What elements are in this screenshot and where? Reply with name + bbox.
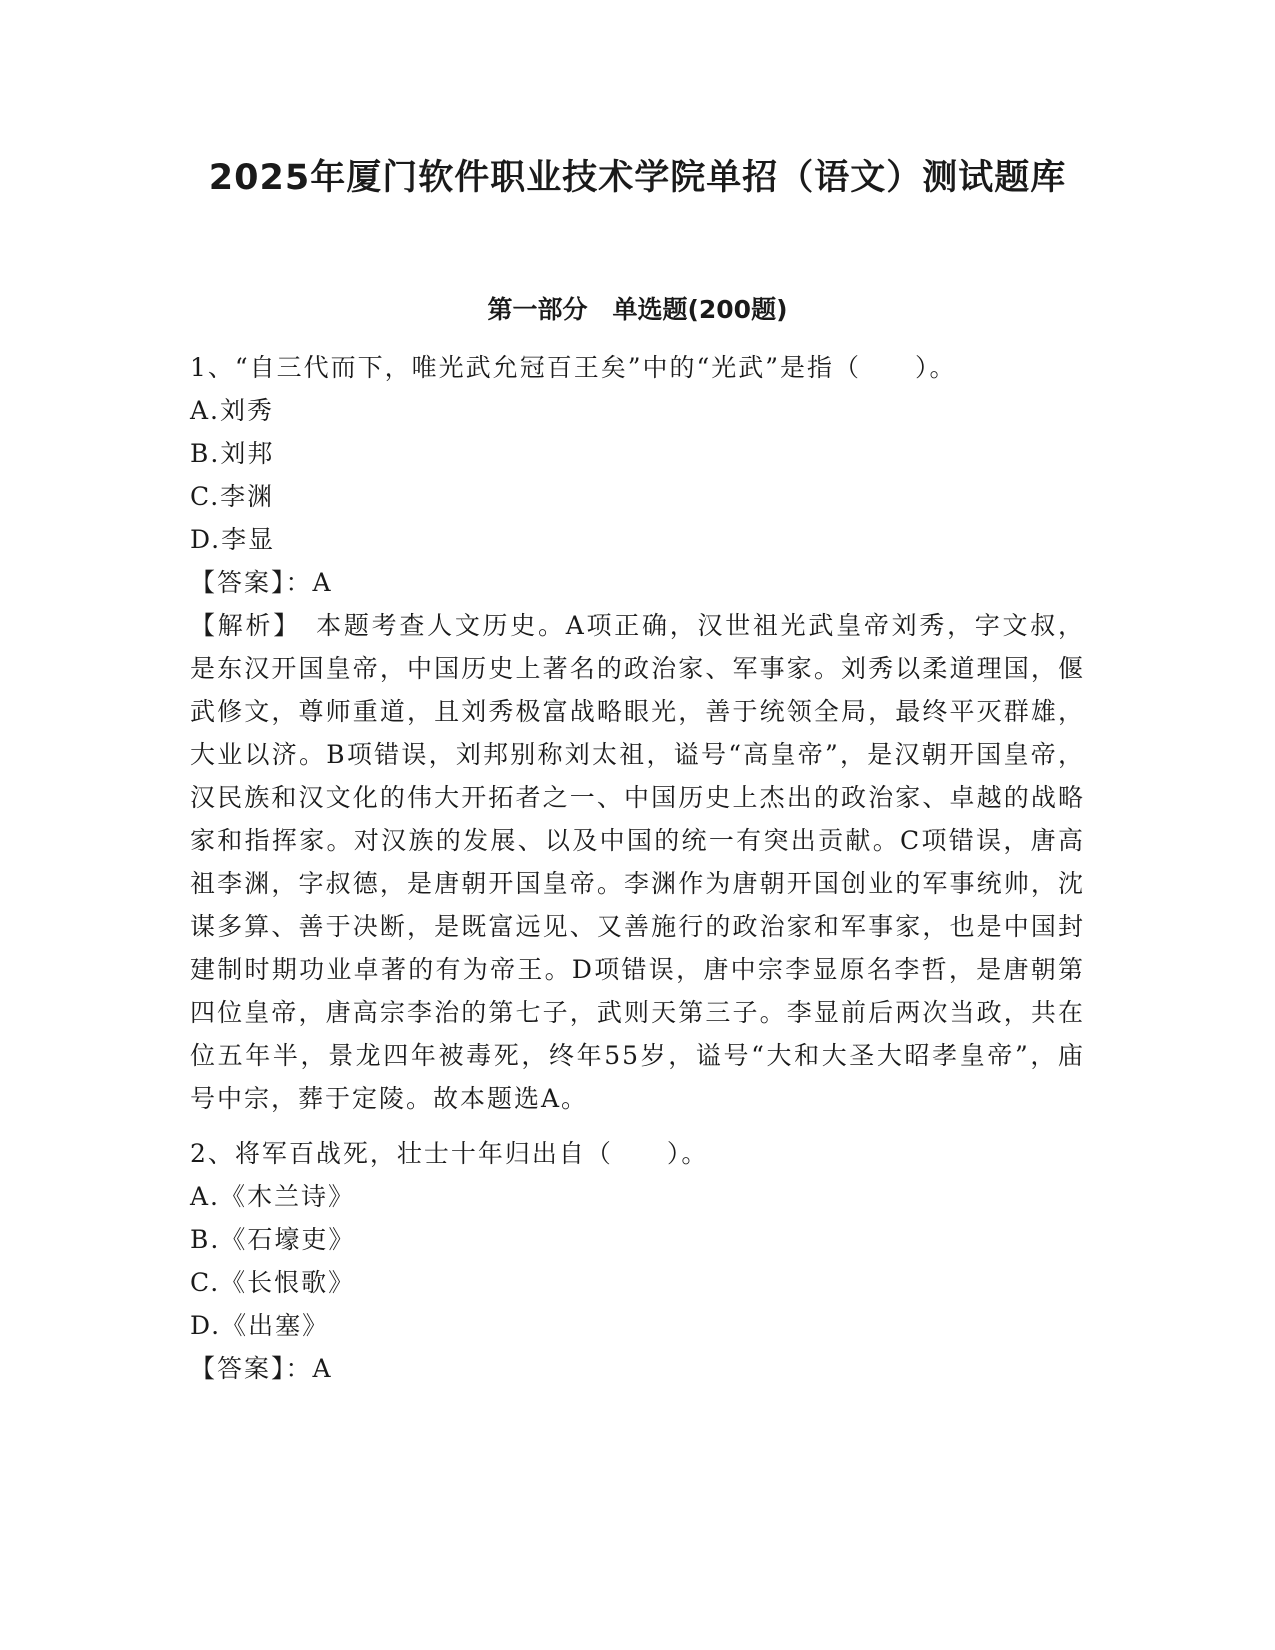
section-title: 第一部分 单选题(200题) [487,295,788,324]
option-b: B.刘邦 [190,439,275,468]
question-stem: 2、将军百战死，壮士十年归出自（ ）。 [190,1139,709,1168]
document-title: 2025年厦门软件职业技术学院单招（语文）测试题库 [208,158,1067,198]
option-a: A.《木兰诗》 [190,1182,356,1211]
answer-line: 【答案】：A [190,1354,333,1383]
question-2 [190,1132,1085,1390]
question-spacer [190,1120,1085,1132]
option-c: C.李渊 [190,482,275,511]
option-a: A.刘秀 [190,396,275,425]
option-c: C.《长恨歌》 [190,1268,356,1297]
analysis-paragraph: 【解析】 本题考查人文历史。A项正确，汉世祖光武皇帝刘秀，字文叔，是东汉开国皇帝，中国历史上著名的政治家、军事家。刘秀以柔道理国，偃武修文，尊师重道，且刘秀极富战略眼光，善于统领全局，最终平灭群雄，大业以济。B项错误，刘邦别称刘太祖，谥号“高皇帝”，是汉朝开国皇帝，汉民族和汉文化的伟大开拓者之一、中国历史上杰出的政治家、卓越的战略家和指挥家。对汉族的发展、以及中国的统一有突出贡献。C项错误，唐高祖李渊，字叔德，是唐朝开国皇帝。李渊作为唐朝开国创业的军事统帅，沈谋多算、善于决断，是既富远见、又善施行的政治家和军事家，也是中国封建制时期功业卓著的有为帝王。D项错误，唐中宗李显原名李哲，是唐朝第四位皇帝，唐高宗李治的第七子，武则天第三子。李显前后两次当政，共在位五年半，景龙四年被毒死，终年55岁，谥号“大和大圣大昭孝皇帝”，庙号中宗，葬于定陵。故本题选A。 [190,611,1085,1113]
option-d: D.《出塞》 [190,1311,330,1340]
answer-line: 【答案】：A [190,568,333,597]
option-b: B.《石壕吏》 [190,1225,356,1254]
question-list [190,346,1085,1390]
option-d: D.李显 [190,525,276,554]
question-1 [190,346,1085,1120]
question-stem: 1、“自三代而下，唯光武允冠百王矣”中的“光武”是指（ ）。 [190,353,957,382]
